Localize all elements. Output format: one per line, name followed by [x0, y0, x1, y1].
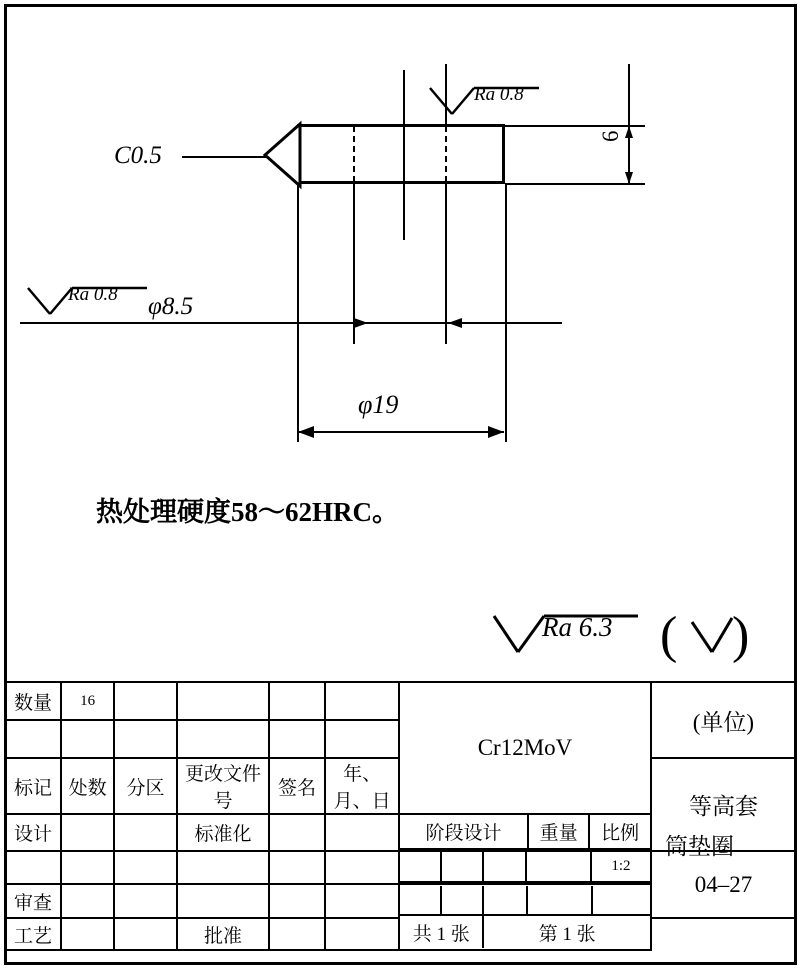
row-approve-label: 批准 [177, 918, 269, 950]
cell-blank-sign [269, 851, 325, 884]
dim-bore-line [18, 312, 564, 334]
surface-finish-left-label: Ra 0.8 [68, 284, 118, 305]
chamfer-label: C0.5 [114, 142, 162, 169]
cell-change-1 [177, 682, 269, 720]
cell-process-date [325, 918, 399, 950]
extension-line-right-top [628, 64, 630, 126]
part-outline [297, 124, 505, 184]
cell-sheets-blank4 [527, 886, 592, 915]
cell-sheets-blank3 [483, 886, 527, 915]
cell-pages-2 [61, 720, 114, 758]
material-cell: Cr12MoV [399, 682, 651, 814]
row-process-label: 工艺 [5, 918, 61, 950]
cell-blank-date [325, 851, 399, 884]
dim-bore-text: φ8.5 [148, 293, 194, 320]
cell-scale-blank2 [441, 852, 483, 882]
cell-date-2 [325, 720, 399, 758]
general-symbol-paren [660, 600, 760, 666]
header-mark: 标记 [5, 758, 61, 814]
cell-sheets-blank2 [441, 886, 483, 915]
scale-label: 比例 [589, 815, 650, 849]
dim-height-text: 6 [598, 130, 623, 142]
heat-treatment-note: 热处理硬度58～62HRC。 [96, 497, 399, 527]
header-sign: 签名 [269, 758, 325, 814]
cell-review-change [177, 884, 269, 918]
cell-sign-1 [269, 682, 325, 720]
cell-review-date [325, 884, 399, 918]
cell-review-zone [114, 884, 177, 918]
cell-date-1 [325, 682, 399, 720]
hidden-line-left [353, 126, 355, 182]
cell-review-pages [61, 884, 114, 918]
stage-design-label: 阶段设计 [400, 815, 528, 849]
header-date: 年、月、日 [325, 758, 399, 814]
bore-extension-right [445, 184, 447, 344]
header-zone: 分区 [114, 758, 177, 814]
cell-blank-change [177, 851, 269, 884]
bore-extension-left [353, 184, 355, 344]
header-change-doc: 更改文件号 [177, 758, 269, 814]
title-block [4, 681, 797, 951]
scale-row [400, 852, 650, 882]
cell-process-pages [61, 918, 114, 950]
centerline-vertical-left [403, 70, 405, 240]
outer-extension-left [297, 184, 299, 442]
cell-blank-mark [5, 851, 61, 884]
row-standardize-label: 标准化 [177, 814, 269, 851]
cell-design-zone [114, 814, 177, 851]
scale-subtable [400, 852, 650, 883]
svg-text:(: ( [660, 607, 678, 664]
sheets-cell [399, 884, 651, 950]
cell-sheets-blank1 [400, 886, 441, 915]
title-block-row-quantity [5, 682, 796, 720]
cell-design-date [325, 814, 399, 851]
dim-outer-line [292, 421, 512, 443]
cell-zone-1 [114, 682, 177, 720]
scale-value: 1:2 [591, 852, 650, 882]
cell-zone-2 [114, 720, 177, 758]
part-name-line2: 筒垫圈 [665, 834, 734, 859]
surface-finish-general-label: Ra 6.3 [542, 612, 613, 642]
sheets-total: 共 1 张 [400, 915, 483, 948]
cell-scale-blank4 [526, 852, 591, 882]
cell-sign-2 [269, 720, 325, 758]
cell-review-sign [269, 884, 325, 918]
cell-scale-blank1 [400, 852, 441, 882]
dim-outer-text: φ19 [358, 390, 399, 419]
quantity-value: 16 [61, 682, 114, 720]
cell-process-sign [269, 918, 325, 950]
stage-group-cell [399, 814, 651, 851]
cell-process-zone [114, 918, 177, 950]
outer-extension-right [505, 184, 507, 442]
cell-sheets-blank5 [592, 886, 650, 915]
sheets-row-text [400, 915, 650, 948]
quantity-label: 数量 [5, 682, 61, 720]
cell-blank-pages [61, 851, 114, 884]
cell-scale-blank3 [483, 852, 527, 882]
chamfer-leader-line [182, 156, 266, 158]
scale-group-cell [399, 851, 651, 884]
unit-cell: (单位) [651, 682, 796, 758]
stage-subtable [400, 815, 650, 850]
sheet-no: 第 1 张 [483, 915, 649, 948]
part-code-cell: 04–27 [651, 851, 796, 918]
chamfer-wedge [262, 120, 306, 190]
cell-blank-zone [114, 851, 177, 884]
row-review-label: 审查 [5, 884, 61, 918]
row-design-label: 设计 [5, 814, 61, 851]
svg-text:): ) [732, 607, 750, 664]
weight-label: 重量 [528, 815, 590, 849]
cell-design-pages [61, 814, 114, 851]
header-pages: 处数 [61, 758, 114, 814]
surface-finish-top-label: Ra 0.8 [474, 84, 524, 105]
cell-design-sign [269, 814, 325, 851]
sheets-row-blank [400, 886, 650, 915]
cell-mark-2 [5, 720, 61, 758]
part-name-line1: 等高套 [651, 758, 796, 851]
hidden-line-right [445, 126, 447, 182]
sheets-subtable [400, 886, 650, 948]
stage-header-row [400, 815, 650, 849]
cell-change-2 [177, 720, 269, 758]
